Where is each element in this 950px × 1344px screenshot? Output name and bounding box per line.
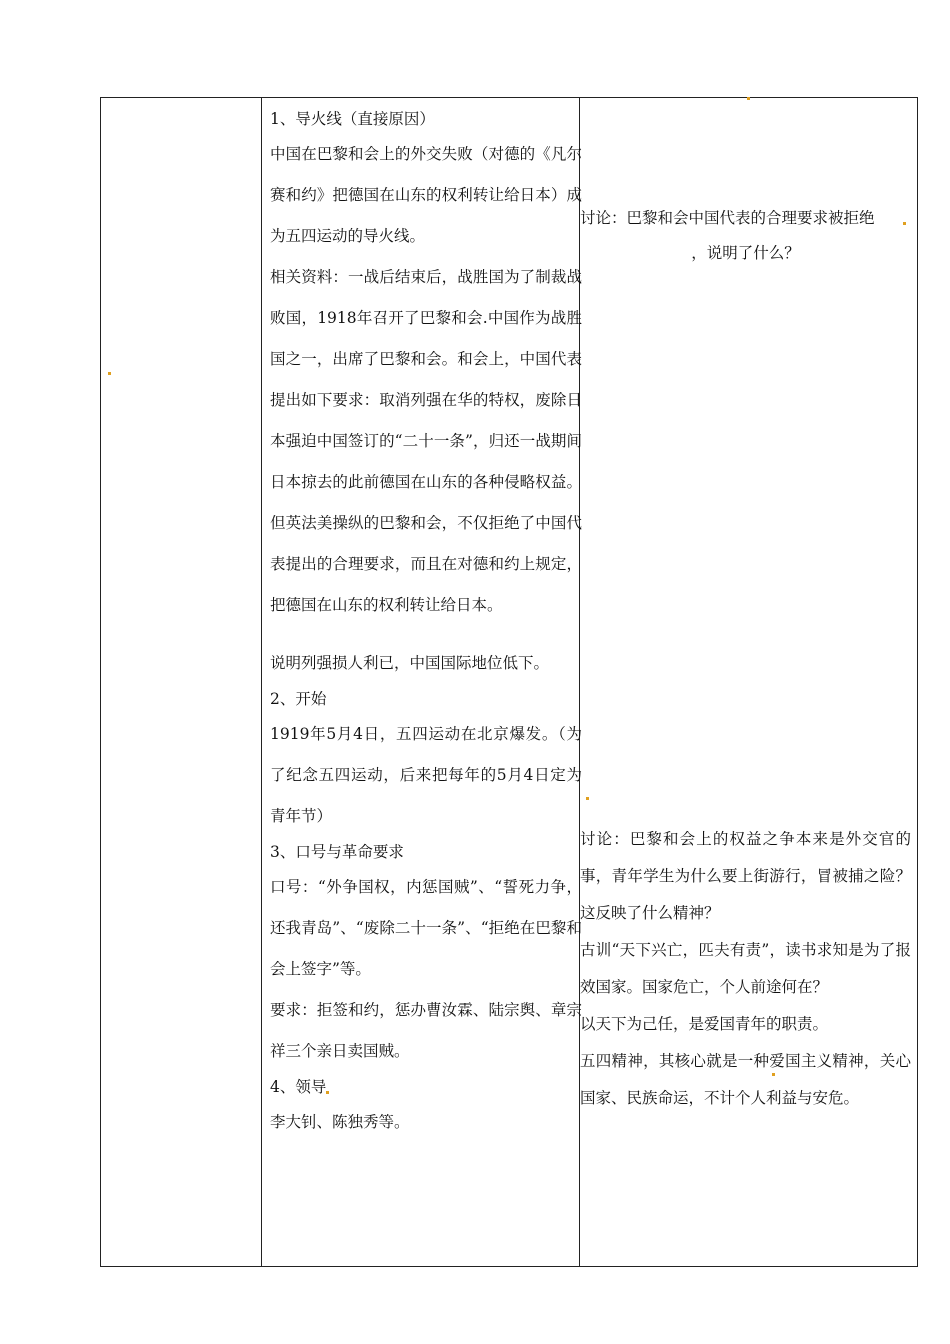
discussion-1-line1: 讨论：巴黎和会中国代表的合理要求被拒绝 <box>580 209 875 227</box>
discussion-2 <box>580 821 919 1117</box>
marker-dot <box>747 97 750 100</box>
section-3-heading: 3、口号与革命要求 <box>270 843 404 861</box>
lesson-table <box>100 97 918 1267</box>
discussion-2-question: 讨论：巴黎和会上的权益之争本来是外交官的事，青年学生为什么要上街游行，冒被捕之险？这反映了什么精神？ <box>580 830 911 922</box>
column-divider-left <box>261 98 262 1266</box>
marker-dot <box>108 372 111 375</box>
discussion-2-answer-1: 古训“天下兴亡，匹夫有责”，读书求知是为了报效国家。国家危亡，个人前途何在？ <box>580 941 911 996</box>
marker-dot <box>586 797 589 800</box>
fuse-paragraph: 中国在巴黎和会上的外交失败（对德的《凡尔赛和约》把德国在山东的权利转让给日本）成为五四运动的导火线。 <box>270 145 582 245</box>
discussion-1-line2: ，说明了什么？ <box>691 244 800 262</box>
marker-dot <box>772 1073 775 1076</box>
conclusion-paragraph: 说明列强损人利已，中国国际地位低下。 <box>270 654 550 672</box>
section-4-heading: 4、领导 <box>270 1078 327 1096</box>
discussion-2-answer-2: 以天下为己任，是爱国青年的职责。 <box>580 1015 829 1033</box>
start-paragraph: 1919年5月4日，五四运动在北京爆发。（为了纪念五四运动，后来把每年的5月4日定为青年节） <box>270 725 582 825</box>
section-1-heading: 1、导火线（直接原因） <box>270 110 435 128</box>
marker-dot <box>903 222 906 225</box>
demands-paragraph: 要求：拒签和约，惩办曹汝霖、陆宗舆、章宗祥三个亲日卖国贼。 <box>270 1001 582 1060</box>
section-2-heading: 2、开始 <box>270 690 327 708</box>
discussion-2-answer-3: 五四精神，其核心就是一种爱国主义精神，关心国家、民族命运，不计个人利益与安危。 <box>580 1052 911 1107</box>
discussion-1 <box>580 201 919 271</box>
slogans-paragraph: 口号：“外争国权，内惩国贼”、“誓死力争，还我青岛”、“废除二十一条”、“拒绝在巴黎和会上签字”等。 <box>270 878 582 978</box>
marker-dot <box>326 1091 329 1094</box>
content-column <box>270 98 588 1143</box>
leaders-paragraph: 李大钊、陈独秀等。 <box>270 1113 410 1131</box>
reference-material-paragraph: 相关资料：一战后结束后，战胜国为了制裁战败国，1918年召开了巴黎和会.中国作为战胜国之一，出席了巴黎和会。和会上，中国代表提出如下要求：取消列强在华的特权，废除日本强迫中国签订的“二十一条”，归还一战期间日本掠去的此前德国在山东的各种侵略权益。但英法美操纵的巴黎和会，不仅拒绝了中国代表提出的合理要求，而且在对德和约上规定，把德国在山东的权利转让给日本。 <box>270 268 582 614</box>
